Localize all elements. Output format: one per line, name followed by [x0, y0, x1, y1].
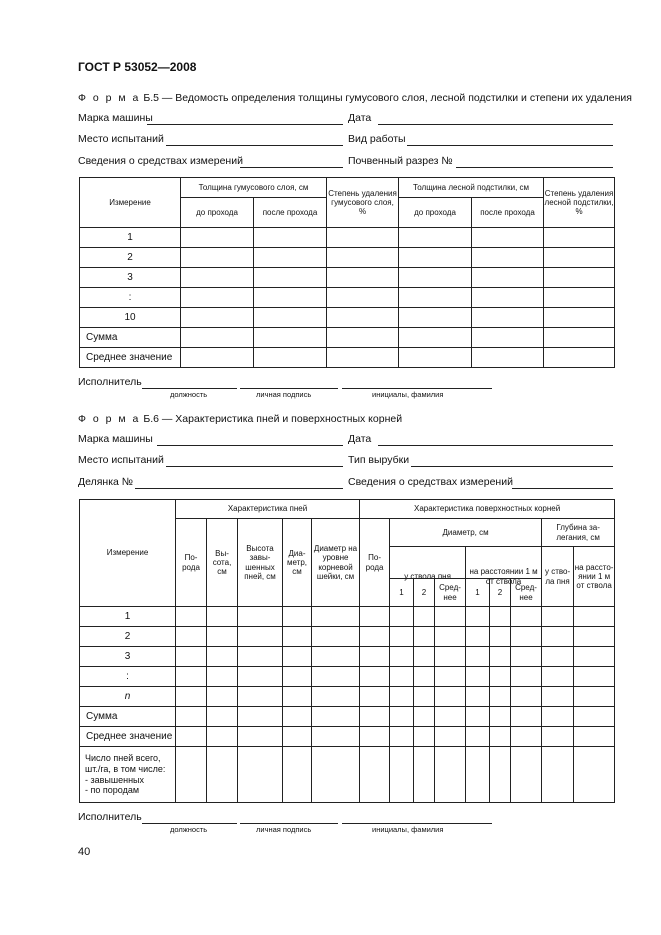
table-cell[interactable]: [390, 707, 414, 727]
table-cell[interactable]: [544, 308, 615, 328]
table-cell[interactable]: [312, 707, 360, 727]
table-cell[interactable]: [399, 248, 472, 268]
table-cell[interactable]: [472, 268, 544, 288]
table-cell[interactable]: [490, 627, 511, 647]
table-cell[interactable]: [490, 687, 511, 707]
table-cell[interactable]: [207, 607, 238, 627]
table-cell[interactable]: [176, 667, 207, 687]
table-cell[interactable]: [176, 707, 207, 727]
table-cell[interactable]: [238, 579, 283, 607]
row-label: :: [80, 667, 176, 687]
field-place-line[interactable]: [166, 145, 343, 146]
table-row: [80, 328, 615, 348]
table-cell[interactable]: [490, 667, 511, 687]
header-litter-after: после прохода: [472, 198, 544, 228]
table-cell[interactable]: [327, 288, 399, 308]
table-cell[interactable]: [544, 328, 615, 348]
table-cell[interactable]: [390, 647, 414, 667]
table-cell[interactable]: [207, 667, 238, 687]
field-cut-line[interactable]: [411, 466, 613, 467]
table-cell[interactable]: [542, 747, 574, 803]
header-height: Вы- сота, см: [207, 519, 238, 607]
table-cell[interactable]: [390, 667, 414, 687]
table-cell[interactable]: [283, 627, 312, 647]
table-cell[interactable]: [574, 627, 615, 647]
table-cell[interactable]: [312, 607, 360, 627]
count-line: - завышенных: [85, 774, 145, 785]
table-cell[interactable]: [435, 607, 466, 627]
header-roots: Характеристика поверхностных корней: [360, 500, 615, 519]
table-cell[interactable]: [312, 627, 360, 647]
table-cell[interactable]: [414, 747, 435, 803]
field-soil-line[interactable]: [456, 167, 613, 168]
table-cell[interactable]: [312, 727, 360, 747]
header-litter-before: до прохода: [399, 198, 472, 228]
row-sum: Сумма: [80, 707, 176, 727]
table-cell[interactable]: [181, 288, 254, 308]
field-instruments-line[interactable]: [512, 488, 613, 489]
table-cell[interactable]: [176, 627, 207, 647]
header-diameter: Диа- метр, см: [283, 519, 312, 607]
header-humus: Толщина гумусового слоя, см: [181, 178, 327, 198]
field-instruments-line[interactable]: [240, 167, 343, 168]
row-label: n: [80, 687, 176, 707]
executor-position-line[interactable]: [142, 823, 237, 824]
executor-name-line[interactable]: [342, 823, 492, 824]
table-cell[interactable]: [176, 687, 207, 707]
table-cell[interactable]: [542, 707, 574, 727]
table-row: [80, 727, 615, 747]
table-cell[interactable]: [399, 228, 472, 248]
table-cell[interactable]: [181, 348, 254, 368]
table-cell[interactable]: [312, 687, 360, 707]
table-cell[interactable]: [181, 248, 254, 268]
table-cell[interactable]: [207, 687, 238, 707]
row-label: 2: [80, 248, 181, 268]
table-cell[interactable]: [283, 667, 312, 687]
table-cell[interactable]: [542, 579, 574, 607]
table-cell[interactable]: [544, 228, 615, 248]
table-cell[interactable]: [207, 627, 238, 647]
table-cell[interactable]: [390, 627, 414, 647]
table-cell[interactable]: [472, 308, 544, 328]
table-cell[interactable]: [176, 647, 207, 667]
table-cell[interactable]: [390, 727, 414, 747]
table-cell[interactable]: [238, 747, 283, 803]
header-depth-trunk: у ство- ла пня: [542, 547, 574, 607]
executor-name-line[interactable]: [342, 388, 492, 389]
executor-signature-line[interactable]: [240, 388, 338, 389]
table-cell[interactable]: [511, 687, 542, 707]
table-cell[interactable]: [207, 747, 238, 803]
table-cell[interactable]: [574, 707, 615, 727]
field-cut-label: Тип вырубки: [348, 454, 410, 466]
table-cell[interactable]: [283, 579, 312, 607]
row-label: 1: [80, 607, 176, 627]
table-cell[interactable]: [283, 707, 312, 727]
table-cell[interactable]: [574, 647, 615, 667]
field-date-label: Дата: [348, 112, 372, 124]
table-cell[interactable]: [466, 647, 490, 667]
table-cell[interactable]: [176, 727, 207, 747]
table-cell[interactable]: [327, 228, 399, 248]
form-b5-title: [78, 92, 632, 104]
form-title-text: — Характеристика пней и поверхностных корней: [161, 413, 403, 425]
header-col-mean: Сред- нее: [511, 579, 542, 607]
table-cell[interactable]: [254, 288, 327, 308]
table-row: [80, 707, 615, 727]
executor-signature-line[interactable]: [240, 823, 338, 824]
table-cell[interactable]: [574, 579, 615, 607]
field-machine-label: Марка машины: [78, 112, 153, 124]
table-cell[interactable]: [544, 288, 615, 308]
table-cell[interactable]: [490, 647, 511, 667]
table-cell[interactable]: [435, 747, 466, 803]
caption-signature: личная подпись: [256, 825, 312, 834]
header-depth: Глубина за- легания, см: [542, 519, 615, 547]
count-line: Число пней всего,: [85, 752, 161, 763]
table-cell[interactable]: [472, 288, 544, 308]
table-cell[interactable]: [238, 627, 283, 647]
table-cell[interactable]: [574, 727, 615, 747]
table-cell[interactable]: [176, 747, 207, 803]
table-cell[interactable]: [574, 687, 615, 707]
table-cell[interactable]: [360, 607, 390, 627]
table-row: [80, 228, 615, 248]
table-cell[interactable]: [435, 707, 466, 727]
header-measure: Измерение: [80, 500, 176, 607]
form-b6-title: [78, 413, 402, 425]
table-cell[interactable]: [390, 747, 414, 803]
table-cell[interactable]: [327, 248, 399, 268]
table-cell[interactable]: [254, 348, 327, 368]
form-label: Ф о р м а: [78, 92, 141, 104]
table-cell[interactable]: [181, 268, 254, 288]
table-cell[interactable]: [399, 268, 472, 288]
table-cell[interactable]: [472, 348, 544, 368]
table-row: [80, 348, 615, 368]
table-cell[interactable]: [399, 288, 472, 308]
row-average: Среднее значение: [80, 727, 176, 747]
table-cell[interactable]: [574, 607, 615, 627]
table-cell[interactable]: [283, 727, 312, 747]
table-cell[interactable]: [466, 667, 490, 687]
table-cell[interactable]: [542, 667, 574, 687]
table-cell[interactable]: [466, 727, 490, 747]
field-place-label: Место испытаний: [78, 454, 164, 466]
executor-label: Исполнитель: [78, 376, 142, 388]
table-cell[interactable]: [238, 607, 283, 627]
field-date-label: Дата: [348, 433, 372, 445]
table-cell[interactable]: [238, 707, 283, 727]
header-species: По- рода: [176, 519, 207, 607]
count-line: шт./га, в том числе:: [85, 763, 166, 774]
table-cell[interactable]: [511, 727, 542, 747]
table-cell[interactable]: [181, 328, 254, 348]
table-cell[interactable]: [360, 707, 390, 727]
row-stump-count: [80, 747, 176, 803]
row-average: Среднее значение: [80, 348, 181, 368]
table-cell[interactable]: [181, 308, 254, 328]
table-cell[interactable]: [238, 687, 283, 707]
table-cell[interactable]: [207, 707, 238, 727]
header-litter: Толщина лесной подстилки, см: [399, 178, 544, 198]
table-cell[interactable]: [360, 687, 390, 707]
table-cell[interactable]: [574, 667, 615, 687]
table-cell[interactable]: [399, 328, 472, 348]
table-cell[interactable]: [490, 747, 511, 803]
header-root-diameter: Диаметр, см: [390, 519, 542, 547]
table-cell[interactable]: [435, 727, 466, 747]
table-cell[interactable]: [254, 268, 327, 288]
table-cell[interactable]: [544, 248, 615, 268]
form-b5-table: [79, 177, 615, 368]
page-number: 40: [78, 846, 91, 858]
table-cell[interactable]: [490, 607, 511, 627]
table-cell[interactable]: [360, 667, 390, 687]
table-row: [80, 687, 615, 707]
table-cell[interactable]: [414, 647, 435, 667]
table-cell[interactable]: [435, 627, 466, 647]
table-row: [80, 607, 615, 627]
table-cell[interactable]: [414, 627, 435, 647]
row-label: 3: [80, 647, 176, 667]
row-label: 1: [80, 228, 181, 248]
form-title-text: — Ведомость определения толщины гумусового слоя, лесной подстилки и степени их удаления: [161, 92, 632, 104]
table-cell[interactable]: [511, 607, 542, 627]
header-measure: Измерение: [80, 178, 181, 228]
table-cell[interactable]: [283, 607, 312, 627]
table-cell[interactable]: [360, 579, 390, 607]
form-number: Б.6: [143, 413, 159, 425]
table-row: [80, 288, 615, 308]
table-cell[interactable]: [390, 607, 414, 627]
header-depth-1m: на рассто- янии 1 м от ствола: [574, 547, 615, 607]
table-cell[interactable]: [390, 687, 414, 707]
field-work-label: Вид работы: [348, 133, 406, 145]
header-col-2: 2: [414, 579, 435, 607]
table-row: [80, 268, 615, 288]
table-cell[interactable]: [181, 228, 254, 248]
field-date-line[interactable]: [378, 124, 613, 125]
table-row: [80, 747, 615, 803]
table-cell[interactable]: [511, 627, 542, 647]
count-line: - по породам: [85, 785, 140, 796]
table-cell[interactable]: [254, 248, 327, 268]
field-machine-label: Марка машины: [78, 433, 153, 445]
table-cell[interactable]: [283, 747, 312, 803]
caption-name: инициалы, фамилия: [372, 825, 444, 834]
table-cell[interactable]: [466, 747, 490, 803]
header-high-stumps: Высота завы- шенных пней, см: [238, 519, 283, 607]
table-cell[interactable]: [254, 328, 327, 348]
table-cell[interactable]: [435, 687, 466, 707]
table-cell[interactable]: [490, 727, 511, 747]
table-cell[interactable]: [466, 607, 490, 627]
field-work-line[interactable]: [407, 145, 613, 146]
header-col-1: 1: [466, 579, 490, 607]
table-cell[interactable]: [511, 647, 542, 667]
table-cell[interactable]: [542, 607, 574, 627]
table-cell[interactable]: [542, 647, 574, 667]
header-diameter-neck: Диаметр на уровне корневой шейки, см: [312, 519, 360, 607]
form-b6-table-body: [79, 578, 615, 803]
table-row: [80, 647, 615, 667]
table-cell[interactable]: [511, 707, 542, 727]
field-machine-line[interactable]: [147, 124, 343, 125]
row-label: :: [80, 288, 181, 308]
table-cell[interactable]: [542, 727, 574, 747]
table-cell[interactable]: [414, 727, 435, 747]
table-cell[interactable]: [327, 268, 399, 288]
executor-position-line[interactable]: [142, 388, 237, 389]
table-cell[interactable]: [238, 667, 283, 687]
caption-signature: личная подпись: [256, 390, 312, 399]
table-cell[interactable]: [466, 707, 490, 727]
table-cell[interactable]: [312, 667, 360, 687]
table-cell[interactable]: [283, 647, 312, 667]
header-humus-degree: Степень удаления гумусового слоя, %: [327, 178, 399, 228]
table-cell[interactable]: [511, 667, 542, 687]
table-cell[interactable]: [490, 707, 511, 727]
table-cell[interactable]: [466, 627, 490, 647]
header-humus-after: после прохода: [254, 198, 327, 228]
header-litter-degree: Степень удаления лесной подстилки, %: [544, 178, 615, 228]
table-cell[interactable]: [574, 747, 615, 803]
table-cell[interactable]: [360, 647, 390, 667]
table-cell[interactable]: [238, 647, 283, 667]
table-cell[interactable]: [399, 308, 472, 328]
table-cell[interactable]: [360, 627, 390, 647]
caption-name: инициалы, фамилия: [372, 390, 444, 399]
table-cell[interactable]: [399, 348, 472, 368]
table-cell[interactable]: [472, 248, 544, 268]
header-stumps: Характеристика пней: [176, 500, 360, 519]
table-cell[interactable]: [511, 747, 542, 803]
executor-label: Исполнитель: [78, 811, 142, 823]
table-cell[interactable]: [327, 308, 399, 328]
form-number: Б.5: [143, 92, 159, 104]
caption-position: должность: [170, 825, 208, 834]
table-cell[interactable]: [80, 579, 176, 607]
row-label: 10: [80, 308, 181, 328]
header-root-species: По- рода: [360, 519, 390, 607]
table-cell[interactable]: [207, 727, 238, 747]
table-cell[interactable]: [207, 579, 238, 607]
header-humus-before: до прохода: [181, 198, 254, 228]
table-cell[interactable]: [466, 687, 490, 707]
table-cell[interactable]: [544, 348, 615, 368]
table-cell[interactable]: [254, 308, 327, 328]
table-cell[interactable]: [542, 627, 574, 647]
table-cell[interactable]: [312, 747, 360, 803]
table-row: [80, 667, 615, 687]
table-cell[interactable]: [327, 328, 399, 348]
row-sum: Сумма: [80, 328, 181, 348]
table-cell[interactable]: [472, 228, 544, 248]
table-cell[interactable]: [207, 647, 238, 667]
table-cell[interactable]: [435, 647, 466, 667]
table-row: [80, 308, 615, 328]
caption-position: должность: [170, 390, 208, 399]
table-cell[interactable]: [312, 579, 360, 607]
table-cell[interactable]: [327, 348, 399, 368]
field-soil-label: Почвенный разрез №: [348, 155, 453, 167]
table-cell[interactable]: [414, 687, 435, 707]
table-cell[interactable]: [472, 328, 544, 348]
field-place-line[interactable]: [166, 466, 343, 467]
row-label: 2: [80, 627, 176, 647]
table-cell[interactable]: [283, 687, 312, 707]
header-at-trunk: у ствола пня: [390, 547, 466, 607]
field-plot-label: Делянка №: [78, 476, 134, 488]
table-cell[interactable]: [176, 607, 207, 627]
table-cell[interactable]: [238, 727, 283, 747]
table-cell[interactable]: [254, 228, 327, 248]
table-cell[interactable]: [360, 727, 390, 747]
table-cell[interactable]: [435, 667, 466, 687]
field-instruments-label: Сведения о средствах измерений: [348, 476, 513, 488]
field-plot-line[interactable]: [135, 488, 343, 489]
header-col-2: 2: [490, 579, 511, 607]
table-cell[interactable]: [360, 747, 390, 803]
field-place-label: Место испытаний: [78, 133, 164, 145]
table-cell[interactable]: [176, 579, 207, 607]
row-label: 3: [80, 268, 181, 288]
field-date-line[interactable]: [378, 445, 613, 446]
field-machine-line[interactable]: [157, 445, 343, 446]
header-col-mean: Сред- нее: [435, 579, 466, 607]
table-cell[interactable]: [312, 647, 360, 667]
header-at-1m: на расстоянии 1 м от ствола: [466, 547, 542, 607]
table-cell[interactable]: [414, 667, 435, 687]
form-label: Ф о р м а: [78, 413, 141, 425]
table-cell[interactable]: [414, 607, 435, 627]
table-row: [80, 248, 615, 268]
table-cell[interactable]: [542, 687, 574, 707]
document-header: ГОСТ Р 53052—2008: [78, 60, 197, 74]
table-row: [80, 627, 615, 647]
header-col-1: 1: [390, 579, 414, 607]
field-instruments-label: Сведения о средствах измерений: [78, 155, 243, 167]
table-cell[interactable]: [414, 707, 435, 727]
table-cell[interactable]: [544, 268, 615, 288]
